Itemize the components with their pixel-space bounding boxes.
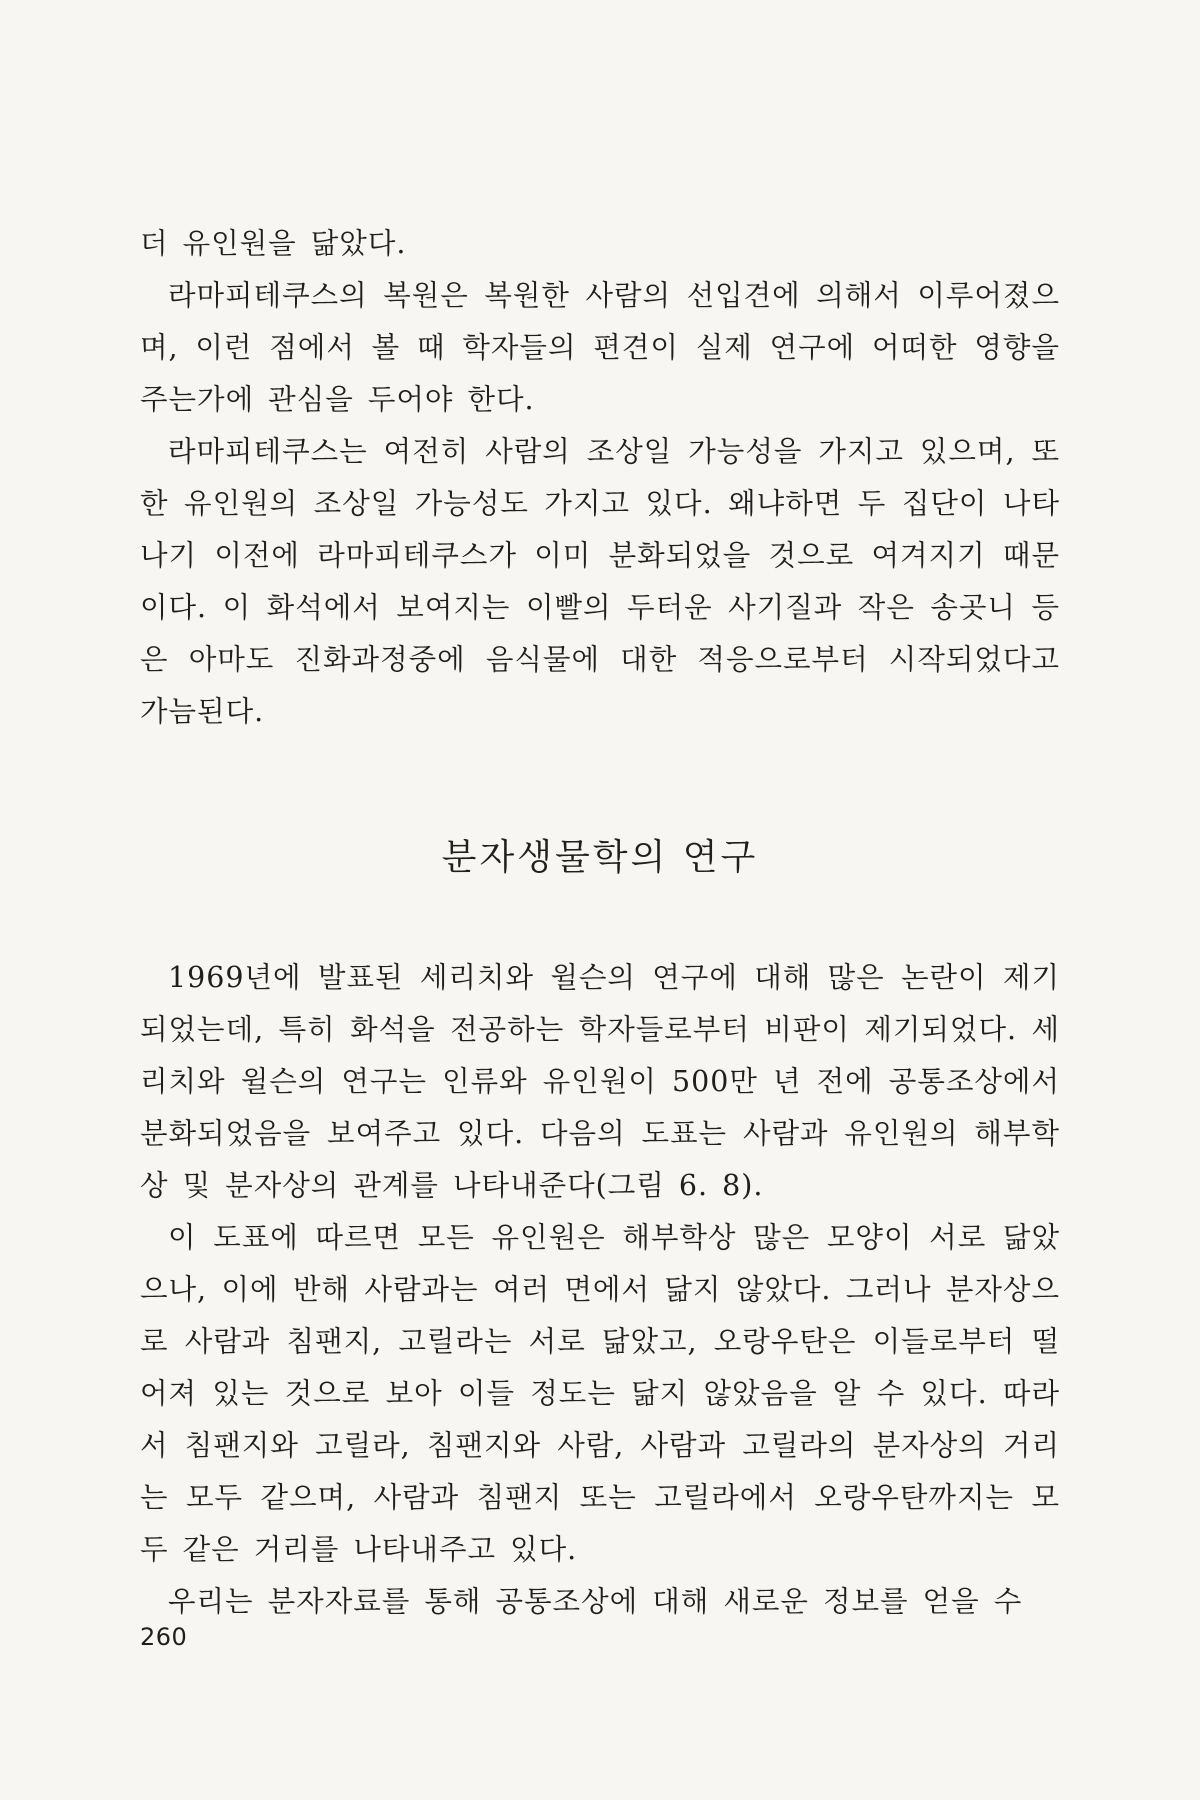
- section-heading: 분자생물학의 연구: [441, 837, 759, 878]
- paragraph-ramapithecus-ancestor: 라마피테쿠스는 여전히 사람의 조상일 가능성을 가지고 있으며, 또한 유인원의 조상일 가능성도 가지고 있다. 왜냐하면 두 집단이 나타나기 이전에 라마피테쿠스가 이미 분화되었을 것으로 여겨지기 때문이다. 이 화석에서 보여지는 이빨의 두터운 사기질과 작은 송곳니 등은 아마도 진화과정중에 음식물에 대한 적응으로부터 시작되었다고 가늠된다.: [140, 435, 1060, 728]
- paragraph-diagram-interpretation: 이 도표에 따르면 모든 유인원은 해부학상 많은 모양이 서로 닮았으나, 이에 반해 사람과는 여러 면에서 닮지 않았다. 그러나 분자상으로 사람과 침팬지, 고릴라는 서로 닮았고, 오랑우탄은 이들로부터 떨어져 있는 것으로 보아 이들 정도는 닮지 않았음을 알 수 있다. 따라서 침팬지와 고릴라, 침팬지와 사람, 사람과 고릴라의 분자상의 거리는 모두 같으며, 사람과 침팬지 또는 고릴라에서 오랑우탄까지는 모두 같은 거리를 나타내주고 있다.: [140, 1221, 1060, 1566]
- paragraph-continuation: 더 유인원을 닮았다.: [140, 227, 407, 260]
- paragraph-ramapithecus-reconstruction: 라마피테쿠스의 복원은 복원한 사람의 선입견에 의해서 이루어졌으며, 이런 점에서 볼 때 학자들의 편견이 실제 연구에 어떠한 영향을 주는가에 관심을 두어야 한다.: [140, 279, 1060, 416]
- paragraph-sarich-wilson: 1969년에 발표된 세리치와 윌슨의 연구에 대해 많은 논란이 제기되었는데, 특히 화석을 전공하는 학자들로부터 비판이 제기되었다. 세리치와 윌슨의 연구는 인류와 유인원이 500만 년 전에 공통조상에서 분화되었음을 보여주고 있다. 다음의 도표는 사람과 유인원의 해부학상 및 분자상의 관계를 나타내준다(그림 6. 8).: [140, 961, 1060, 1202]
- page-number: 260: [140, 1623, 188, 1651]
- page-content: [140, 218, 1060, 1628]
- paragraph-molecular-data: 우리는 분자자료를 통해 공통조상에 대해 새로운 정보를 얻을 수: [168, 1585, 1023, 1618]
